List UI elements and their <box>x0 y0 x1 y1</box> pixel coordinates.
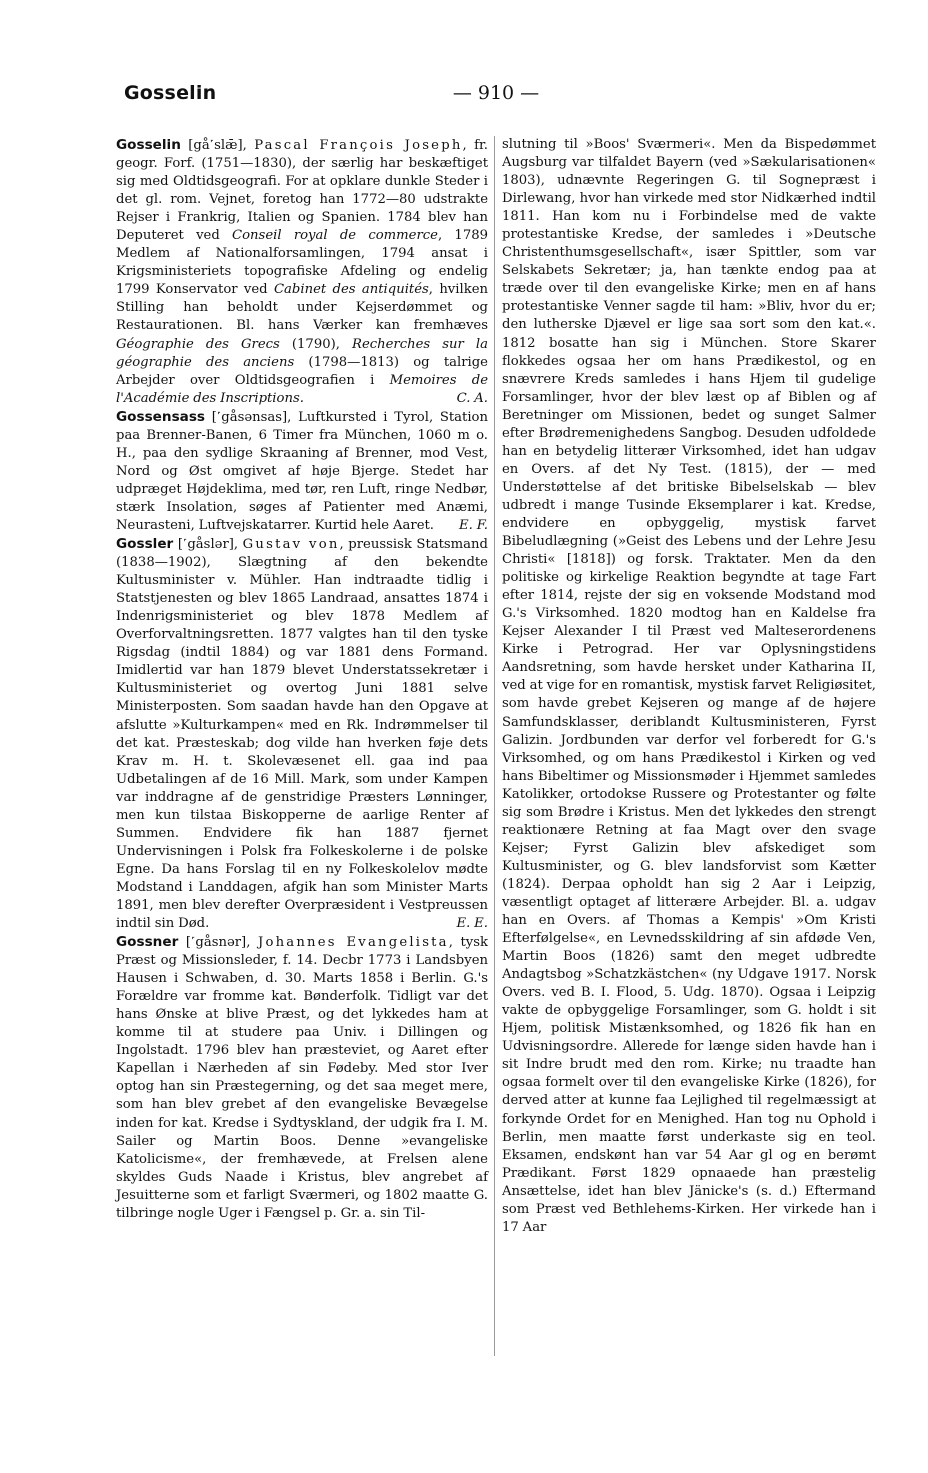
pronunciation: [˹gåsənsas], <box>205 409 299 425</box>
italic-title: Recherches sur la géographie des anciens <box>116 336 488 370</box>
column-divider <box>494 136 495 1356</box>
running-header <box>116 82 876 108</box>
entry-gosselin <box>116 136 488 408</box>
headword: Gossler <box>116 536 174 553</box>
person-name: Gustav von <box>242 537 340 553</box>
running-headword: Gosselin <box>124 82 217 104</box>
page-number: — 910 — <box>452 82 540 104</box>
entry-text: , tysk Præst og Missionsleder, f. 14. Decbr 1773 i Landsbyen Hausen i Schwaben, d. 30. Marts 1858 i Berlin. G.'s Forældre var fromme kat. Bønderfolk. Tidligt var det hans Ønske at blive Præst, og det lykkedes ham at komme til at studere paa Univ. i Dillingen og Ingolstadt. 1796 blev han præsteviet, og Aaret efter Kapellan i Nærheden af sin Fødeby. Med stor Iver optog han sin Præstegerning, og det saa meget mere, som han blev grebet af den evangeliske Bevægelse inden for kat. Kredse i Sydtyskland, der udgik fra I. M. Sailer og Martin Boos. Denne »evangeliske Katolicisme«, der fremhævede, at Frelsen alene skyldes Guds Naade i Kristus, blev angrebet af Jesuitterne som et farligt Sværmeri, og 1802 maatte G. tilbringe nogle Uger i Fængsel p. Gr. a. sin Til- <box>116 935 489 1221</box>
entry-text: , hvilken Stilling han beholdt under Kejserdømmet og Restaurationen. Bl. hans Værker kan fremhæves <box>116 282 488 334</box>
entry-gossler <box>116 535 488 933</box>
entry-text: Luftkursted i Tyrol, Station paa Brenner-Banen, 6 Timer fra München, 1060 m o. H., paa den sydlige Skraaning af Brenner, mod Vest, Nord og Øst omgivet af høje Bjerge. Stedet har udpræget Højdeklima, med tør, ren Luft, ringe Nedbør, stærk Insolation, søges af Patienter med Anæmi, Neurasteni, Luftvejskatarrer. Kurtid hele Aaret. <box>116 409 488 533</box>
headword: Gossensass <box>116 408 206 425</box>
person-name: Pascal François Joseph <box>254 138 463 153</box>
author-signature: E. F. <box>459 517 488 533</box>
right-column <box>502 136 876 1237</box>
pronunciation: [˹gåslər], <box>173 537 243 553</box>
pronunciation: [˹gåsnər], <box>178 935 258 951</box>
headword: Gossner <box>116 934 179 951</box>
entry-text: , preussisk Statsmand (1838—1902), Slægtning af den bekendte Kultusminister v. Mühler. Han indtraadte tidlig i Statstjenesten og blev 1865 Landraad, ansattes 1874 i Indenrigsministeriet og blev 1878 Medlem af Overforvaltningsretten. 1877 valgtes han til den tyske Rigsdag (indtil 1884) og var 1881 dens Formand. Imidlertid var han 1879 blevet Understatssekretær i Kultusministeriet og overtog Juni 1881 selve Ministerposten. Som saadan havde han den Opgave at afslutte »Kulturkampen« med en Rk. Indrømmelser til det kat. Præsteskab; dog vilde han hverken føje dets Krav m. H. t. Skolevæsenet ell. gaa ind paa Udbetalingen af de 16 Mill. Mark, som under Kampen var inddragne af de genstridige Præsters Lønninger, men kun tilstaa Biskopperne de aarlige Renter af Summen. Endvidere fik han 1887 fjernet Undervisningen i Polsk fra Folkeskolerne i de polske Egne. Da hans Forslag til en ny Folkeskolelov mødte Modstand i Landdagen, afgik han som Minister Marts 1891, men blev derefter Overpræsident i Vestpreussen indtil sin Død. <box>116 537 488 932</box>
italic-title: Memoires de l'Académie des Inscriptions. <box>116 372 488 406</box>
person-name: Johannes Evangelista <box>257 935 449 951</box>
entry-gossensass <box>116 408 488 535</box>
entry-text: (1790), <box>279 336 353 352</box>
headword: Gosselin <box>116 137 181 153</box>
author-signature: E. E. <box>456 916 488 932</box>
entry-text: , fr. geogr. Forf. (1751—1830), der særlig har beskæftiget sig med Oldtidsgeografi. For at opklare dunkle Steder i det gl. rom. Vejnet, foretog han 1772—80 udstrakte Rejser i Frankrig, Italien og Spanien. 1784 blev han Deputeret ved <box>116 138 489 244</box>
entry-gossner <box>116 933 488 1223</box>
italic-title: Conseil royal de commerce <box>232 228 438 244</box>
italic-title: Géographie des Grecs <box>116 336 280 352</box>
italic-title: Cabinet des antiquités <box>273 282 429 298</box>
entry-text: (1798—1813) og talrige Arbejder over Oldtidsgeografien i <box>116 354 488 388</box>
author-signature: C. A. <box>456 390 488 406</box>
entry-text: , 1789 Medlem af Nationalforsamlingen, 1794 ansat i Krigsministeriets topografiske Afdeling og endelig 1799 Konservator ved <box>116 228 488 298</box>
entry-gossner-continued: slutning til »Boos' Sværmeri«. Men da Bispedømmet Augsburg var tilfaldet Bayern (ved »Sækularisationen« 1803), udnævnte Regeringen G. til Sognepræst i Dirlewang, hvor han virkede med stor Nidkærhed indtil 1811. Han kom nu i Forbindelse med de vakte protestantiske Kredse, der samledes i »Deutsche Christenthumsgesellschaft«, især Spittler, som var Selskabets Sekretær; ja, han tænkte endog paa at træde over til den evangeliske Kirke; men en af hans protestantiske Venner sagde til ham: »Bliv, hvor du er; den lutherske Djævel er lige saa sort som den kat.«. 1812 bosatte han sig i München. Store Skarer flokkedes ogsaa her om hans Prædikestol, og en snævrere Kreds samledes i hans Hjem til gudelige Forsamlinger, hvor der blev læst op af Biblen og af Beretninger om Missionen, bedet og sunget Salmer efter Brødremenighedens Sangbog. Desuden udfoldede han en betydelig litterær Virksomhed, idet han udgav en Overs. af det Ny Test. (1815), der — med Understøttelse af det britiske Bibelselskab — blev udbredt i mange Tusinde Eksemplarer i kat. Kredse, endvidere en opbyggelig, mystisk farvet Bibeludlægning (»Geist des Lebens und der Lehre Jesu Christi« [1818]) og forsk. Traktater. Men da den politiske og kirkelige Reaktion begyndte at tage Fart efter 1814, rejste der sig en voksende Modstand mod G.'s Virksomhed. 1820 modtog han en Kaldelse fra Kejser Alexander I til Præst ved Malteserordenens Kirke i Petrograd. Her var Oplysningstidens Aandsretning, som havde hersket under Katharina II, ved at vige for en romantisk, mystisk farvet Religiøsitet, som havde grebet Kejseren og mange af de højere Samfundsklasser, deriblandt Kultusministeren, Fyrst Galizin. Jordbunden var derfor vel forberedt for G.'s Virksomhed, og om hans Prædikestol i Kirken og ved hans Bibeltimer og Missionsmøder i Hjemmet samledes Katolikker, ortodokse Russere og Protestanter og følte sig som Brødre i Kristus. Men det lykkedes den strengt reaktionære Retning at faa Magt over den svage Kejser; Fyrst Galizin blev afskediget som Kultusminister, og G. blev landsforvist som Kætter (1824). Derpaa opholdt han sig 2 Aar i Leipzig, væsentligt optaget af litterære Arbejder. Bl. a. udgav han en Overs. af Thomas a Kempis' »Om Kristi Efterfølgelse«, en Levnedsskildring af sin afdøde Ven, Martin Boos (1826) samt den meget udbredte Andagtsbog »Schatzkästchen« (ny Udgave 1917. Norsk Overs. ved B. I. Flood, 5. Udg. 1870). Ogsaa i Leipzig vakte de opbyggelige Forsamlinger, som G. holdt i sit Hjem, politisk Mistænksomhed, og 1826 fik han en Udvisningsordre. Allerede for længe siden havde han i sit Indre brudt med den rom. Kirke; nu traadte han ogsaa formelt over til den evangeliske Kirke (1826), for derved atter at kunne faa Lejlighed til regelmæssigt at forkynde Ordet for en Menighed. Han tog nu Ophold i Berlin, men maatte først underkaste sig en teol. Eksamen, endskønt han var 54 Aar gl og en berømt Prædikant. Først 1829 opnaaede han præstelig Ansættelse, idet han blev Jänicke's (s. d.) Eftermand som Præst ved Bethlehems-Kirken. Her virkede han i 17 Aar <box>502 137 876 1235</box>
pronunciation: [gå˹slǣ], <box>180 138 255 153</box>
left-column <box>116 136 488 1223</box>
